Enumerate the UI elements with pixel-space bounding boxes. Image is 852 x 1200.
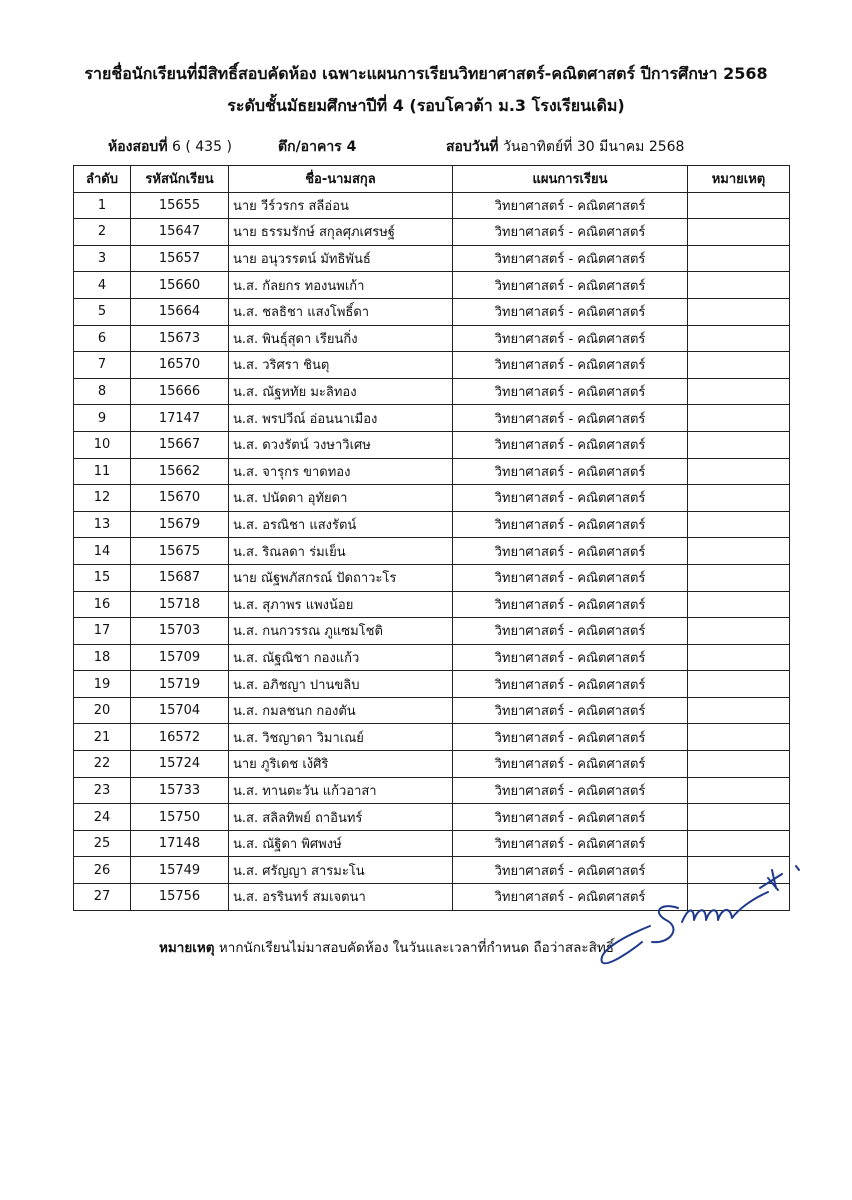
cell-order: 25: [74, 830, 131, 857]
cell-student-id: 15687: [131, 564, 229, 591]
cell-order: 8: [74, 378, 131, 405]
cell-study-plan: วิทยาศาสตร์ - คณิตศาสตร์: [453, 405, 688, 432]
cell-student-name: น.ส. ณัฐณิชา กองแก้ว: [229, 644, 453, 671]
cell-remark: [688, 352, 790, 379]
cell-study-plan: วิทยาศาสตร์ - คณิตศาสตร์: [453, 485, 688, 512]
cell-student-id: 17147: [131, 405, 229, 432]
cell-remark: [688, 777, 790, 804]
table-row: [74, 245, 790, 272]
cell-student-id: 15733: [131, 777, 229, 804]
cell-student-id: 16570: [131, 352, 229, 379]
cell-student-name: นาย วีร์วรกร สลีอ่อน: [229, 192, 453, 219]
cell-remark: [688, 564, 790, 591]
cell-order: 24: [74, 804, 131, 831]
cell-remark: [688, 219, 790, 246]
cell-remark: [688, 192, 790, 219]
cell-order: 27: [74, 884, 131, 911]
cell-student-name: น.ส. ศรัญญา สารมะโน: [229, 857, 453, 884]
footnote: [159, 936, 614, 958]
cell-student-name: น.ส. พรปวีณ์ อ่อนนาเมือง: [229, 405, 453, 432]
table-row: [74, 751, 790, 778]
cell-study-plan: วิทยาศาสตร์ - คณิตศาสตร์: [453, 564, 688, 591]
cell-student-name: นาย ณัฐพภัสกรณ์ ปัดถาวะโร: [229, 564, 453, 591]
cell-remark: [688, 272, 790, 299]
table-row: [74, 298, 790, 325]
cell-student-id: 15750: [131, 804, 229, 831]
cell-student-id: 17148: [131, 830, 229, 857]
cell-study-plan: วิทยาศาสตร์ - คณิตศาสตร์: [453, 352, 688, 379]
column-header-student-id: รหัสนักเรียน: [131, 166, 229, 193]
cell-study-plan: วิทยาศาสตร์ - คณิตศาสตร์: [453, 618, 688, 645]
cell-student-id: 15657: [131, 245, 229, 272]
footnote-text: หากนักเรียนไม่มาสอบคัดห้อง ในวันและเวลาที่กำหนด ถือว่าสละสิทธิ์: [218, 940, 615, 956]
cell-student-name: น.ส. กัลยกร ทองนพเก้า: [229, 272, 453, 299]
table-row: [74, 618, 790, 645]
cell-order: 17: [74, 618, 131, 645]
cell-student-id: 15675: [131, 538, 229, 565]
cell-student-name: น.ส. อรรินทร์ สมเจตนา: [229, 884, 453, 911]
column-header-study-plan: แผนการเรียน: [453, 166, 688, 193]
cell-student-name: นาย ธรรมรักษ์ สกุลศุภเศรษฐ์: [229, 219, 453, 246]
cell-order: 5: [74, 298, 131, 325]
cell-student-name: น.ส. กนกวรรณ ภูแซมโชติ: [229, 618, 453, 645]
table-row: [74, 219, 790, 246]
cell-order: 12: [74, 485, 131, 512]
cell-study-plan: วิทยาศาสตร์ - คณิตศาสตร์: [453, 298, 688, 325]
cell-student-name: น.ส. วิชญาดา วิมาเณย์: [229, 724, 453, 751]
cell-student-id: 15719: [131, 671, 229, 698]
cell-study-plan: วิทยาศาสตร์ - คณิตศาสตร์: [453, 777, 688, 804]
cell-order: 15: [74, 564, 131, 591]
cell-order: 22: [74, 751, 131, 778]
cell-remark: [688, 245, 790, 272]
cell-student-name: น.ส. ทานตะวัน แก้วอาสา: [229, 777, 453, 804]
table-row: [74, 485, 790, 512]
cell-remark: [688, 298, 790, 325]
cell-student-id: 16572: [131, 724, 229, 751]
table-row: [74, 644, 790, 671]
cell-student-id: 15662: [131, 458, 229, 485]
cell-order: 21: [74, 724, 131, 751]
cell-order: 3: [74, 245, 131, 272]
cell-student-name: น.ส. จารุกร ขาดทอง: [229, 458, 453, 485]
cell-student-name: นาย ภูริเดช เง้ศิริ: [229, 751, 453, 778]
exam-building-info: [278, 136, 356, 158]
cell-remark: [688, 618, 790, 645]
table-row: [74, 458, 790, 485]
cell-order: 13: [74, 511, 131, 538]
table-row: [74, 325, 790, 352]
cell-remark: [688, 431, 790, 458]
cell-student-id: 15756: [131, 884, 229, 911]
cell-order: 18: [74, 644, 131, 671]
cell-student-name: นาย อนุวรรตน์ มัทธิพันธ์: [229, 245, 453, 272]
cell-student-id: 15679: [131, 511, 229, 538]
table-header-row: [74, 166, 790, 193]
cell-remark: [688, 458, 790, 485]
cell-study-plan: วิทยาศาสตร์ - คณิตศาสตร์: [453, 538, 688, 565]
cell-student-name: น.ส. วริศรา ชินตุ: [229, 352, 453, 379]
cell-study-plan: วิทยาศาสตร์ - คณิตศาสตร์: [453, 511, 688, 538]
cell-student-name: น.ส. อรณิชา แสงรัตน์: [229, 511, 453, 538]
cell-study-plan: วิทยาศาสตร์ - คณิตศาสตร์: [453, 644, 688, 671]
cell-study-plan: วิทยาศาสตร์ - คณิตศาสตร์: [453, 192, 688, 219]
student-roster-table: [73, 165, 790, 911]
table-row: [74, 564, 790, 591]
cell-remark: [688, 378, 790, 405]
cell-remark: [688, 644, 790, 671]
cell-student-id: 15664: [131, 298, 229, 325]
cell-student-name: น.ส. ณัฐหทัย มะลิทอง: [229, 378, 453, 405]
cell-student-id: 15749: [131, 857, 229, 884]
cell-order: 10: [74, 431, 131, 458]
cell-study-plan: วิทยาศาสตร์ - คณิตศาสตร์: [453, 325, 688, 352]
table-row: [74, 777, 790, 804]
cell-study-plan: วิทยาศาสตร์ - คณิตศาสตร์: [453, 245, 688, 272]
cell-student-id: 15724: [131, 751, 229, 778]
exam-room-label: ห้องสอบที่: [108, 139, 168, 155]
cell-study-plan: วิทยาศาสตร์ - คณิตศาสตร์: [453, 591, 688, 618]
table-row: [74, 431, 790, 458]
cell-study-plan: วิทยาศาสตร์ - คณิตศาสตร์: [453, 431, 688, 458]
cell-order: 26: [74, 857, 131, 884]
cell-study-plan: วิทยาศาสตร์ - คณิตศาสตร์: [453, 671, 688, 698]
cell-remark: [688, 405, 790, 432]
cell-student-name: น.ส. ปนัดดา อุทัยดา: [229, 485, 453, 512]
cell-order: 23: [74, 777, 131, 804]
cell-student-name: น.ส. ณัฐิดา พิศพงษ์: [229, 830, 453, 857]
cell-student-id: 15667: [131, 431, 229, 458]
cell-order: 11: [74, 458, 131, 485]
column-header-name: ชื่อ-นามสกุล: [229, 166, 453, 193]
exam-date-info: [446, 136, 684, 158]
table-row: [74, 272, 790, 299]
cell-student-id: 15718: [131, 591, 229, 618]
column-header-order: ลำดับ: [74, 166, 131, 193]
cell-study-plan: วิทยาศาสตร์ - คณิตศาสตร์: [453, 272, 688, 299]
cell-remark: [688, 724, 790, 751]
table-row: [74, 697, 790, 724]
cell-remark: [688, 485, 790, 512]
table-row: [74, 671, 790, 698]
cell-student-id: 15666: [131, 378, 229, 405]
cell-order: 4: [74, 272, 131, 299]
cell-study-plan: วิทยาศาสตร์ - คณิตศาสตร์: [453, 830, 688, 857]
cell-study-plan: วิทยาศาสตร์ - คณิตศาสตร์: [453, 804, 688, 831]
cell-study-plan: วิทยาศาสตร์ - คณิตศาสตร์: [453, 378, 688, 405]
table-row: [74, 804, 790, 831]
cell-order: 20: [74, 697, 131, 724]
cell-remark: [688, 804, 790, 831]
cell-remark: [688, 325, 790, 352]
cell-order: 9: [74, 405, 131, 432]
cell-student-id: 15670: [131, 485, 229, 512]
cell-student-name: น.ส. ดวงรัตน์ วงษาวิเศษ: [229, 431, 453, 458]
cell-order: 19: [74, 671, 131, 698]
cell-student-id: 15703: [131, 618, 229, 645]
column-header-remark: หมายเหตุ: [688, 166, 790, 193]
exam-date-value: วันอาทิตย์ที่ 30 มีนาคม 2568: [502, 139, 685, 155]
cell-study-plan: วิทยาศาสตร์ - คณิตศาสตร์: [453, 697, 688, 724]
cell-remark: [688, 591, 790, 618]
table-row: [74, 352, 790, 379]
cell-student-name: น.ส. อภิชญา ปานขลิบ: [229, 671, 453, 698]
table-row: [74, 591, 790, 618]
cell-student-name: น.ส. ริณลดา ร่มเย็น: [229, 538, 453, 565]
table-row: [74, 192, 790, 219]
cell-order: 6: [74, 325, 131, 352]
table-row: [74, 724, 790, 751]
cell-study-plan: วิทยาศาสตร์ - คณิตศาสตร์: [453, 724, 688, 751]
cell-student-name: น.ส. สลิลทิพย์ ถาอินทร์: [229, 804, 453, 831]
cell-student-id: 15704: [131, 697, 229, 724]
table-row: [74, 538, 790, 565]
cell-student-id: 15660: [131, 272, 229, 299]
exam-room-info: [108, 136, 232, 158]
handwritten-signature: [590, 848, 820, 978]
footnote-label: หมายเหตุ: [159, 940, 215, 956]
cell-order: 1: [74, 192, 131, 219]
cell-order: 16: [74, 591, 131, 618]
table-row: [74, 511, 790, 538]
cell-study-plan: วิทยาศาสตร์ - คณิตศาสตร์: [453, 751, 688, 778]
cell-student-id: 15709: [131, 644, 229, 671]
cell-study-plan: วิทยาศาสตร์ - คณิตศาสตร์: [453, 458, 688, 485]
cell-study-plan: วิทยาศาสตร์ - คณิตศาสตร์: [453, 884, 688, 911]
cell-remark: [688, 751, 790, 778]
cell-order: 7: [74, 352, 131, 379]
exam-date-label: สอบวันที่: [446, 139, 499, 155]
cell-remark: [688, 538, 790, 565]
cell-remark: [688, 671, 790, 698]
cell-study-plan: วิทยาศาสตร์ - คณิตศาสตร์: [453, 219, 688, 246]
cell-study-plan: วิทยาศาสตร์ - คณิตศาสตร์: [453, 857, 688, 884]
cell-order: 14: [74, 538, 131, 565]
cell-student-name: น.ส. สุภาพร แพงน้อย: [229, 591, 453, 618]
table-body: [74, 192, 790, 910]
exam-room-value: 6 ( 435 ): [172, 139, 232, 155]
document-subtitle: ระดับชั้นมัธยมศึกษาปีที่ 4 (รอบโควต้า ม.3 โรงเรียนเดิม): [227, 96, 625, 115]
cell-student-id: 15647: [131, 219, 229, 246]
cell-student-name: น.ส. กมลชนก กองตัน: [229, 697, 453, 724]
cell-student-name: น.ส. พินธุ์สุดา เรียนกิ่ง: [229, 325, 453, 352]
cell-student-id: 15673: [131, 325, 229, 352]
cell-student-id: 15655: [131, 192, 229, 219]
table-row: [74, 378, 790, 405]
document-title: รายชื่อนักเรียนที่มีสิทธิ์สอบคัดห้อง เฉพาะแผนการเรียนวิทยาศาสตร์-คณิตศาสตร์ ปีการศึกษา 2568: [84, 64, 768, 83]
cell-remark: [688, 511, 790, 538]
cell-order: 2: [74, 219, 131, 246]
exam-building-label: ตึก/อาคาร 4: [278, 139, 357, 155]
table-row: [74, 405, 790, 432]
cell-remark: [688, 697, 790, 724]
cell-student-name: น.ส. ชลธิชา แสงโพธิ์ดา: [229, 298, 453, 325]
